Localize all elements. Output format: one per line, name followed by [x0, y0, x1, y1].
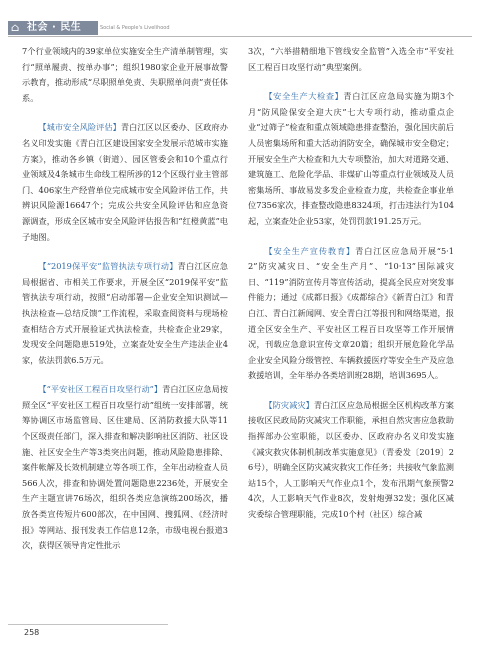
paragraph-heading: 【防灾减灾】	[264, 399, 314, 410]
paragraph-heading: 【“平安社区工程百日攻坚行动”】	[38, 384, 163, 395]
paragraph	[248, 44, 454, 75]
paragraph-heading: 【城市安全风险评估】	[38, 122, 121, 133]
page-header	[0, 0, 480, 40]
paragraph-heading: 【“2019保平安”监管执法专项行动】	[38, 261, 178, 272]
paragraph	[22, 120, 228, 245]
paragraph-heading: 【安全生产大检查】	[264, 91, 344, 102]
paragraph-text: 青白江区以区委办、区政府办名义印发实施《青白江区建设国家安全发展示范城市实施方案》，推动各乡镇（街道）、园区管委会和10个重点行业领域及4条城市生命线工程所涉的12个区级行业主管部门、406家生产经营单位完成城市安全风险评估工作，共辨识风险源16647个；完成公共安全风险评估和应急资源调查，形成全区城市安全风险评估报告和“红橙黄蓝”电子地图。	[22, 122, 228, 242]
footer-divider	[8, 624, 168, 625]
paragraph-text: 青白江区应急局开展“5·12”防灾减灾日、“安全生产月”、“10·13”国际减灾日、“119”消防宣传月等宣传活动，提高全民应对突发事件能力；通过《成都日报》《成都综合》《新青白江》和青白江、青白江新闻网、安全青白江等报刊和网络渠道，报道全区安全生产、平安社区工程百日攻坚等工作开展情况，刊载应急意识宣传文章20篇；组织开展危险化学品企业安全风险分级管控、车辆救援医疗等安全生产及应急救援培训，全年举办各类培训班28期，培训3695人。	[248, 245, 454, 381]
paragraph	[248, 398, 454, 523]
house-icon: ⌂	[11, 21, 20, 34]
paragraph-heading: 【安全生产宣传教育】	[264, 245, 356, 256]
left-column	[22, 44, 228, 554]
header-divider	[8, 36, 472, 37]
paragraph-text: 3次，“六举措精细地下管线安全监管”入选全市“平安社区工程百日攻坚行动”典型案例。	[248, 46, 454, 72]
paragraph	[22, 259, 228, 368]
paragraph-text: 青白江区应急局根据全区机构改革方案接收区民政局防灾减灾工作职能，承担自然灾害应急救助指挥部办公室职能，以区委办、区政府办名义印发实施《减灾救灾体制机制改革实施意见》（青委发〔2019〕26号），明确全区防灾减灾救灾工作任务；共接收气象监测站15个，人工影响天气作业点1个，发布汛期气象预警24次，人工影响天气作业8次，发射炮弹32发；强化区减灾委综合管理职能，完成10个村（社区）综合减	[248, 399, 454, 520]
paragraph	[22, 382, 228, 554]
paragraph-text: 青白江区应急局实施为期3个月“防风险保安全迎大庆”七大专项行动，推动重点企业“过筛子”检查和重点领域隐患排查整治，强化国庆前后人员密集场所和重大活动消防安全，确保城市安全稳定；开展安全生产大检查和九大专项整治，加大对道路交通、建筑施工、危险化学品、非煤矿山等重点行业领域及人员密集场所、事故易发多发企业检查力度，共检查企事业单位7356家次，排查整改隐患8324项，打击违法行为104起，立案查处企业53家，处罚罚款191.25万元。	[248, 91, 454, 226]
paragraph-text: 青白江区应急局按照全区“平安社区工程百日攻坚行动”组统一安排部署，统筹协调区市场监管局、区住建局、区消防救援大队等11个区级责任部门，深入排查和解决影响社区消防、社区设施、社区安全生产等3类突出问题，推动风险隐患排除、案件帐解及长效机制建立等各项工作，全年出动检查人员566人次，排查和协调处置问题隐患2236处，开展安全生产主题宣讲76场次，组织各类应急演练200场次，播放各类宣传短片600部次，在中国网、搜狐网、《经济时报》等网站、报刊发表工作信息12条，市级电视台报道3次，获得区领导肯定性批示	[22, 384, 228, 551]
paragraph	[248, 89, 454, 229]
right-column	[248, 44, 454, 523]
paragraph	[22, 44, 228, 106]
paragraph-text: 青白江区应急局根据省、市相关工作要求，开展全区“2019保平安”监管执法专项行动，按照“启动部署—企业安全知识测试—执法检查—总结反馈”工作流程，采取查阅资料与现场检查相结合方式开展验证式执法检查，共检查企业29家，发现安全问题隐患519处，立案查处安全生产违法企业4家，依法罚款6.5万元。	[22, 261, 228, 365]
page-number: 258	[24, 628, 40, 637]
section-subtitle: Social & People's Livelihood	[100, 25, 170, 31]
section-title: 社会 · 民生	[27, 22, 82, 33]
paragraph-text: 7个行业领域内的39家单位实施安全生产清单制管理，实行“照单履责、按单办事”；组织1980家企业开展事故警示教育，推动形成“尽职照单免责、失职照单问责”责任体系。	[22, 46, 228, 103]
paragraph	[248, 244, 454, 384]
